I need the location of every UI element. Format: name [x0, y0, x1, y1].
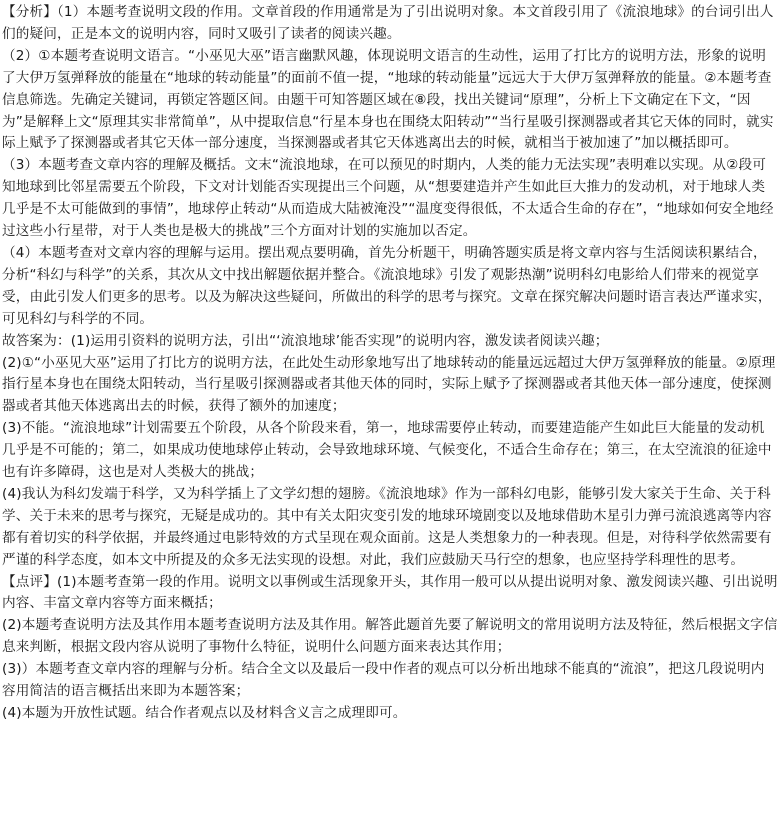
comment-paragraph-2: (2)本题考查说明方法及其作用本题考查说明方法及其作用。解答此题首先要了解说明文的常用说明方法及特征，然后根据文字信息来判断，根据文段内容从说明了事物什么特征，说明什么问题方面来表达其作用； — [2, 617, 778, 656]
answer-paragraph-1: 故答案为：(1)运用引资料的说明方法，引出“‘流浪地球’能否实现”的说明内容，激发读者阅读兴趣； — [2, 332, 609, 349]
analysis-paragraph-2: （2）①本题考查说明文语言。“小巫见大巫”语言幽默风趣，体现说明文语言的生动性，运用了打比方的说明方法，形象的说明了大伊万氢弹释放的能量在“地球的转动能量”的面前不值一提，“地球的转动能量”远远大于大伊万氢弹释放的能量。②本题考查信息筛选。先确定关键词，再锁定答题区间。由题干可知答题区域在⑧段，找出关键词“原理”，分析上下文确定在下文，“因为”是解释上文“原理其实非常简单”，从中提取信息“行星本身也在围绕太阳转动”“当行星吸引探测器或者其它天体的同时，就实际上赋予了探测器或者其它天体一部分速度，当探测器或者其它天体逃离出去的时候，就相当于被加速了”加以概括即可。 — [2, 47, 774, 152]
analysis-paragraph-3: （3）本题考查文章内容的理解及概括。文末“流浪地球，在可以预见的时期内，人类的能力无法实现”表明难以实现。从②段可知地球到比邻星需要五个阶段，下文对计划能否实现提出三个问题，从“想要建造并产生如此巨大推力的发动机，对于地球人类几乎是不太可能做到的事情”，地球停止转动“从而造成大陆被淹没”“温度变得很低，不太适合生命的存在”，“地球如何安全地经过这些小行星带，对于人类也是极大的挑战”三个方面对计划的实施加以否定。 — [2, 157, 774, 240]
answer-paragraph-4: (4)我认为科幻发端于科学，又为科学插上了文学幻想的翅膀。《流浪地球》作为一部科幻电影，能够引发大家关于生命、关于科学、关于未来的思考与探究，无疑是成功的。其中有关太阳灾变引发的地球环境剧变以及地球借助木星引力弹弓流浪逃离等内容都有着切实的科学依据，并最终通过电影特效的方式呈现在观众面前。这是人类想象力的一种表现。但是，对待科学依然需要有严谨的科学态度，如本文中所提及的众多无法实现的设想。对此，我们应鼓励天马行空的想象，也应坚持学科理性的思考。 — [2, 485, 772, 568]
comment-paragraph-1: 【点评】(1)本题考查第一段的作用。说明文以事例或生活现象开头，其作用一般可以从提出说明对象、激发阅读兴趣、引出说明内容、丰富文章内容等方面来概括； — [2, 573, 778, 612]
analysis-paragraph-1: 【分析】（1）本题考查说明文段的作用。文章首段的作用通常是为了引出说明对象。本文首段引用了《流浪地球》的台词引出人们的疑问，正是本文的说明内容，同时又吸引了读者的阅读兴趣。 — [2, 4, 774, 42]
answer-paragraph-2: (2)①“小巫见大巫”运用了打比方的说明方法，在此处生动形象地写出了地球转动的能量远远超过大伊万氢弹释放的能量。②原理指行星本身也在围绕太阳转动，当行星吸引探测器或者其他天体的同时，实际上赋予了探测器或者其他天体一部分速度，使探测器或者其他天体逃离出去的时候，获得了额外的加速度； — [2, 354, 776, 415]
analysis-paragraph-4: （4）本题考查对文章内容的理解与运用。摆出观点要明确，首先分析题干，明确答题实质是将文章内容与生活阅读积累结合，分析“科幻与科学”的关系，其次从文中找出解题依据并整合。《流浪地球》引发了观影热潮”说明科幻电影给人们带来的视觉享受，由此引发人们更多的思考。以及为解决这些疑问，所做出的科学的思考与探究。文章在探究解决问题时语言表达严谨求实，可见科幻与科学的不同。 — [2, 244, 772, 327]
answer-paragraph-3: (3)不能。“流浪地球”计划需要五个阶段，从各个阶段来看，第一，地球需要停止转动，而要建造能产生如此巨大能量的发动机几乎是不可能的；第二，如果成功使地球停止转动，会导致地球环境、气候变化，不适合生命存在；第三，在太空流浪的征途中也有许多障碍，这也是对人类极大的挑战； — [2, 420, 772, 481]
comment-paragraph-3: (3)）本题考查文章内容的理解与分析。结合全文以及最后一段中作者的观点可以分析出地球不能真的“流浪”，把这几段说明内容用简洁的语言概括出来即为本题答案； — [2, 661, 765, 700]
comment-paragraph-4: (4)本题为开放性试题。结合作者观点以及材料含义言之成理即可。 — [2, 705, 407, 721]
